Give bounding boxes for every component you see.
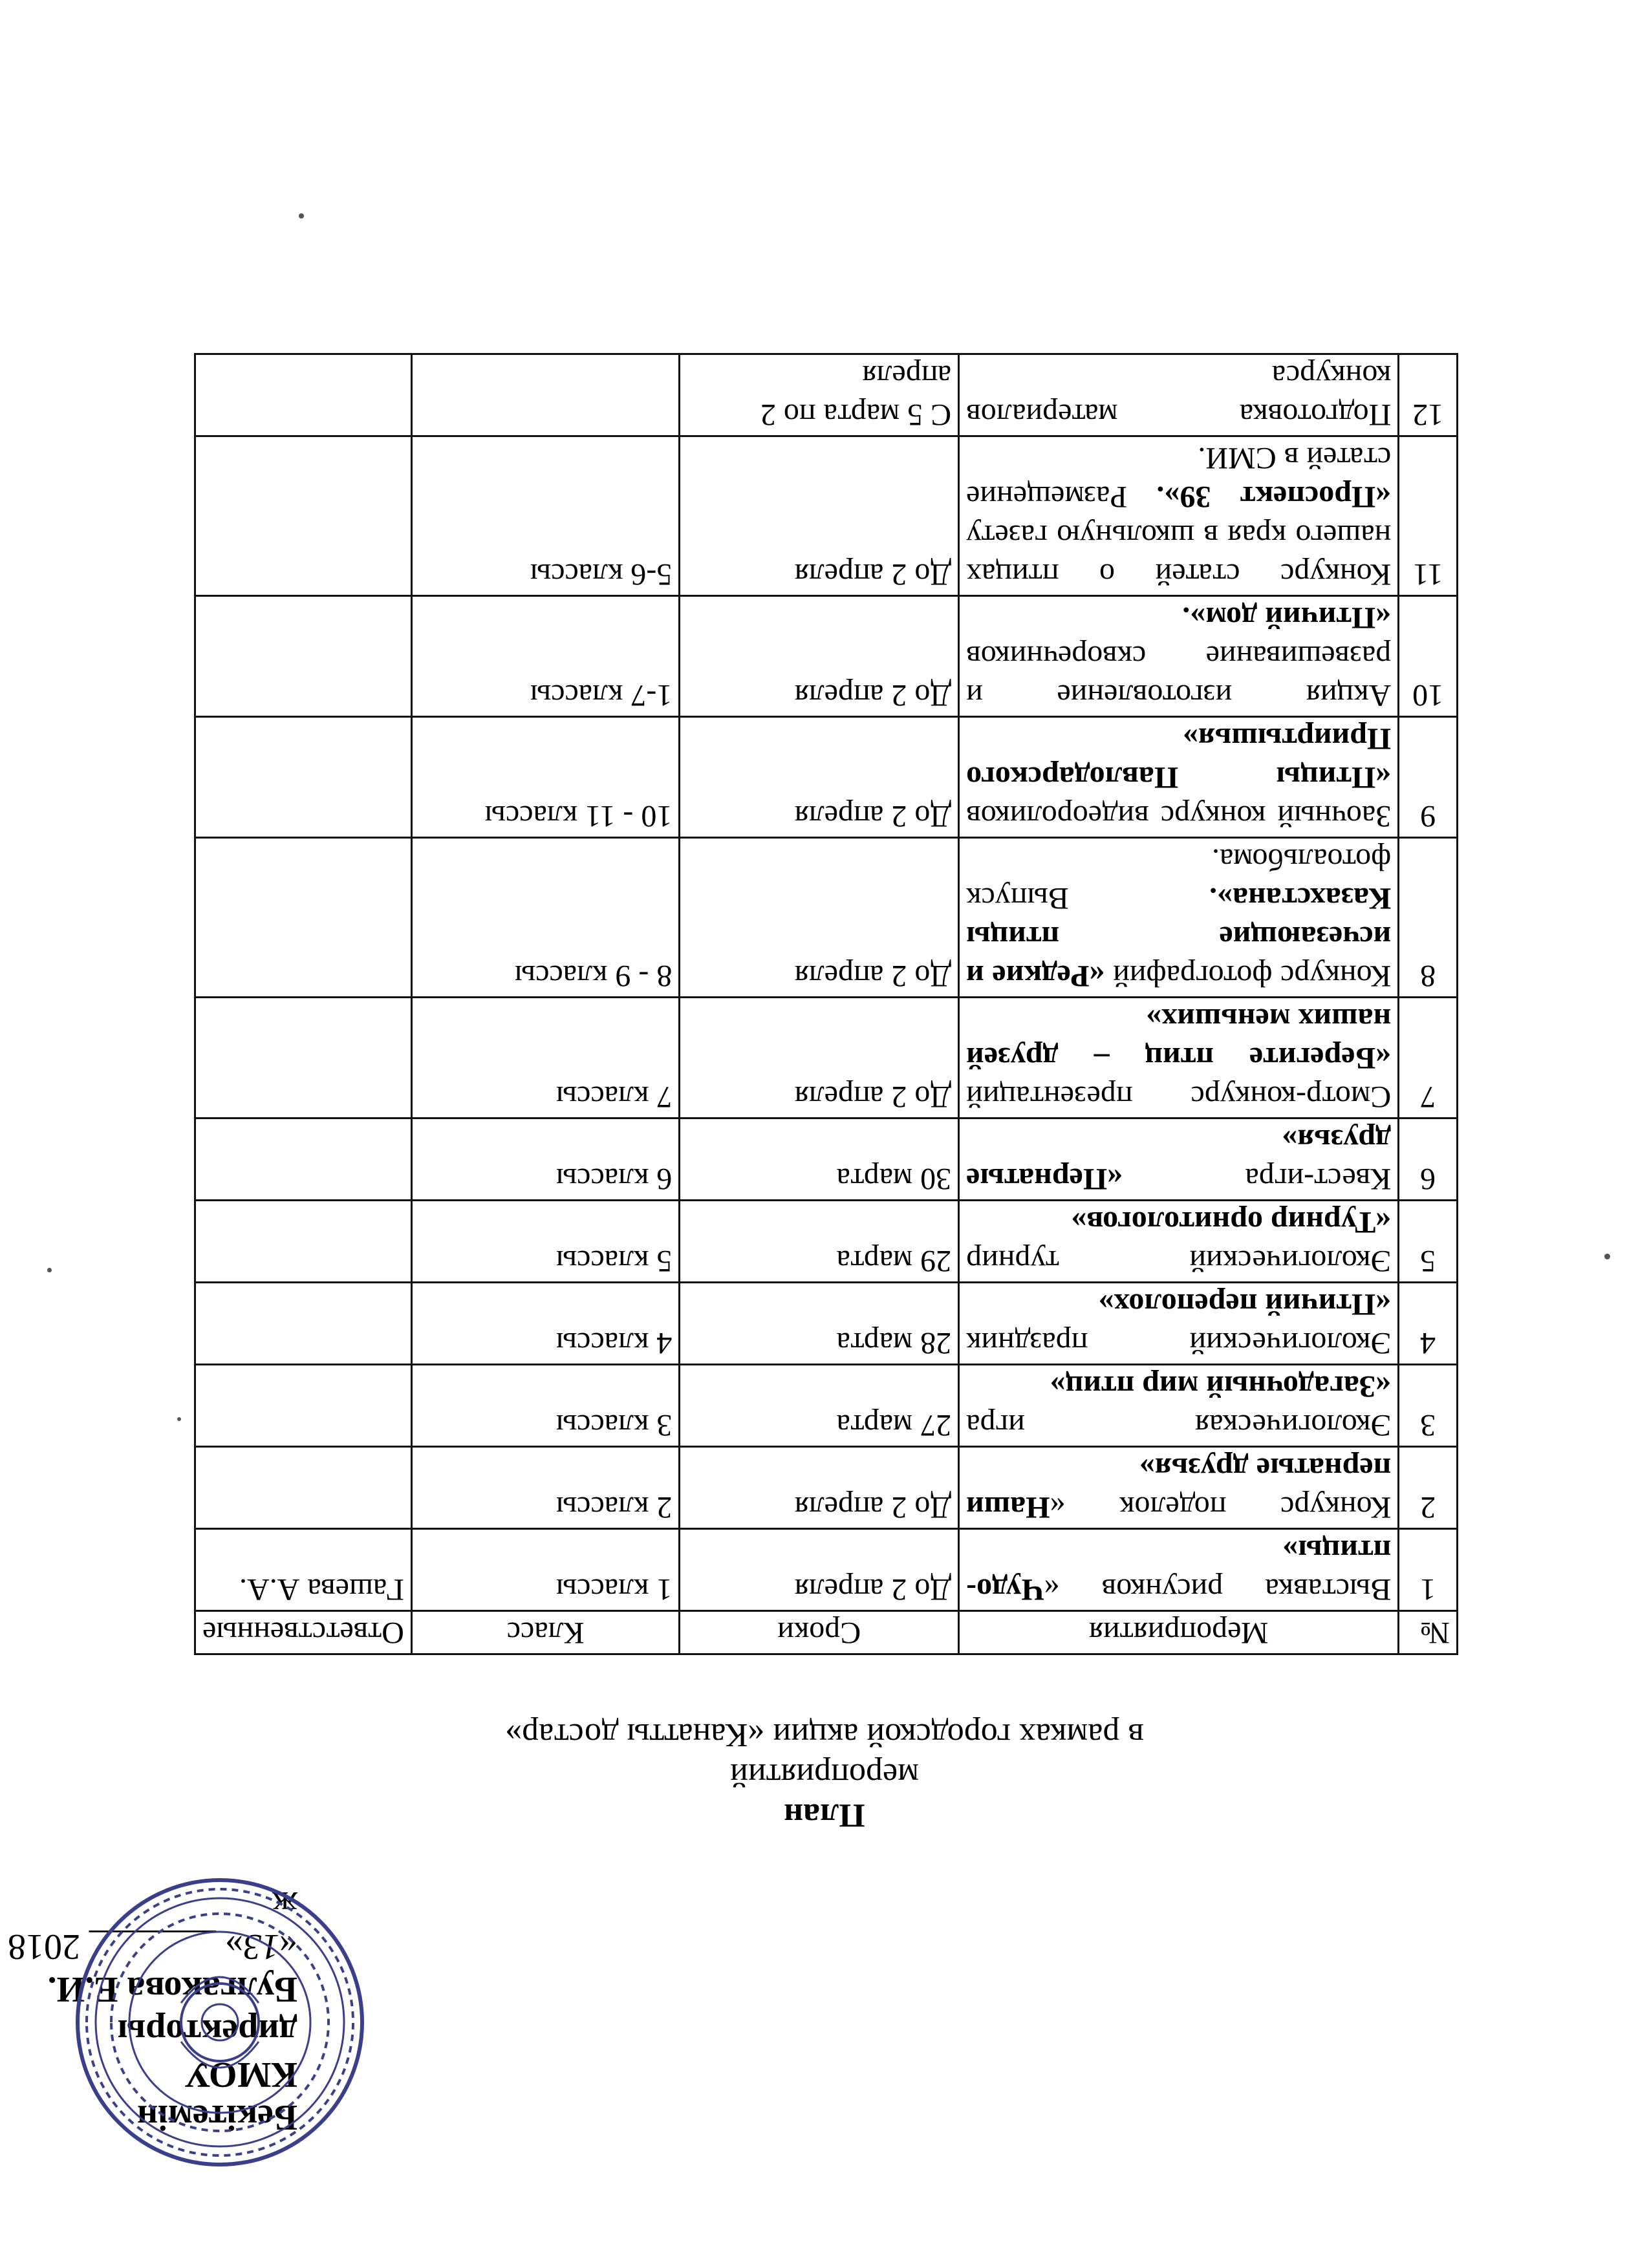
responsible-cell <box>195 717 412 838</box>
row-number <box>1399 838 1458 998</box>
term-cell <box>680 1447 959 1529</box>
class-cell <box>411 436 679 596</box>
header-responsible: Ответственные <box>195 1611 412 1654</box>
event-title: «Редкие и исчезающие птицы Казахстана». <box>966 881 1392 993</box>
event-name: Квест-игра <box>1123 1162 1392 1196</box>
class-cell <box>411 1283 679 1365</box>
header-class: Класс <box>411 1611 679 1654</box>
responsible-cell <box>195 436 412 596</box>
event-title: «Загадочный мир птиц» <box>1050 1369 1392 1404</box>
term-cell <box>680 717 959 838</box>
table-row <box>195 1118 1458 1201</box>
table-row <box>195 1529 1458 1611</box>
event-cell <box>959 998 1399 1118</box>
approval-position: КМОУ директоры <box>117 2012 297 2095</box>
header-number: № <box>1399 1611 1458 1654</box>
class-cell <box>411 1201 679 1283</box>
event-cell <box>959 717 1399 838</box>
row-number-text: 7 <box>1420 1080 1436 1114</box>
event-name: Смотр-конкурс презентаций <box>966 1080 1392 1114</box>
event-title: «Птичий дом». <box>1182 601 1392 635</box>
row-number-text: 1 <box>1420 1572 1436 1607</box>
term-text: До 2 апреля <box>794 959 952 993</box>
table-row <box>195 1447 1458 1529</box>
event-cell <box>959 1118 1399 1201</box>
event-title: Чудо-птицы» <box>966 1534 1392 1607</box>
row-number-text: 11 <box>1413 557 1443 592</box>
event-cell <box>959 596 1399 717</box>
event-title: «Птицы Павлодарского Прииртышья» <box>966 722 1392 795</box>
responsible-cell <box>195 1118 412 1201</box>
event-name: Выставка рисунков « <box>1044 1572 1392 1607</box>
class-text: 1-7 классы <box>530 678 673 712</box>
responsible-cell <box>195 838 412 998</box>
row-number <box>1399 1365 1458 1447</box>
term-cell <box>680 998 959 1118</box>
class-text: 2 классы <box>555 1490 673 1524</box>
term-cell <box>680 1118 959 1201</box>
row-number <box>1399 1201 1458 1283</box>
term-cell <box>680 1365 959 1447</box>
title-plan: План <box>784 1797 865 1834</box>
class-text: 5-6 классы <box>530 557 673 592</box>
class-cell <box>411 998 679 1118</box>
class-cell <box>411 1447 679 1529</box>
term-cell <box>680 1529 959 1611</box>
class-text: 7 классы <box>555 1080 673 1114</box>
date-open-quote: « <box>279 1927 297 1967</box>
scan-speck <box>299 213 304 219</box>
class-text: 10 - 11 классы <box>484 799 673 833</box>
event-cell <box>959 436 1399 596</box>
event-title: «Проспект 39». <box>1156 480 1392 514</box>
term-text: 30 марта <box>836 1162 952 1196</box>
event-name: Акция изготовление и развешивание скворечников <box>966 639 1392 712</box>
scan-speck <box>177 1417 181 1421</box>
table-row <box>195 436 1458 596</box>
row-number-text: 6 <box>1420 1162 1436 1196</box>
events-plan-table <box>194 353 1458 1655</box>
title-action: в рамках городской акции «Канатты достар» <box>505 1717 1144 1753</box>
event-name: Экологический праздник <box>966 1326 1392 1360</box>
approval-heading: Бекітемін <box>136 2097 297 2137</box>
responsible-cell <box>195 1283 412 1365</box>
event-title: «Пернатые друзья» <box>966 1123 1392 1196</box>
term-text: До 2 апреля <box>794 1572 952 1607</box>
class-cell <box>411 1118 679 1201</box>
table-header-row <box>195 1611 1458 1654</box>
class-text: 8 - 9 классы <box>514 959 673 993</box>
class-cell <box>411 354 679 436</box>
row-number <box>1399 1283 1458 1365</box>
event-note: Выпуск фотоальбома. <box>966 842 1392 915</box>
class-cell <box>411 717 679 838</box>
term-text: До 2 апреля <box>794 799 952 833</box>
term-text: До 2 апреля <box>794 678 952 712</box>
event-name: Экологический турнир <box>966 1244 1392 1278</box>
term-text: До 2 апреля <box>794 557 952 592</box>
table-row <box>195 1283 1458 1365</box>
row-number <box>1399 354 1458 436</box>
table-body <box>195 354 1458 1611</box>
document-title <box>0 1715 1649 1835</box>
scan-speck <box>1604 1254 1610 1259</box>
row-number-text: 2 <box>1420 1490 1436 1524</box>
term-text: 27 марта <box>836 1408 952 1442</box>
row-number <box>1399 1118 1458 1201</box>
event-name: Подготовка материалов конкурса <box>966 359 1392 432</box>
term-text: С 5 марта по 2 апреля <box>760 359 952 432</box>
event-cell <box>959 1529 1399 1611</box>
class-text: 4 классы <box>555 1326 673 1360</box>
responsible-cell <box>195 1529 412 1611</box>
row-number <box>1399 717 1458 838</box>
event-cell <box>959 1283 1399 1365</box>
term-text: 28 марта <box>836 1326 952 1360</box>
event-title: «Турнир орнитологов» <box>1071 1205 1392 1239</box>
date-day: 13 <box>243 1927 279 1967</box>
responsible-cell <box>195 1365 412 1447</box>
table-row <box>195 596 1458 717</box>
responsible-cell <box>195 1447 412 1529</box>
event-name: Конкурс статей о птицах нашего края в школьную газету <box>966 519 1392 592</box>
event-name: Заочный конкурс видеороликов <box>966 799 1392 833</box>
responsible-cell <box>195 354 412 436</box>
class-cell <box>411 1529 679 1611</box>
approval-person: Булгакова Е.И. <box>47 1969 297 2009</box>
responsible-text: Гашева А.А. <box>239 1572 404 1607</box>
row-number <box>1399 1447 1458 1529</box>
table-row <box>195 838 1458 998</box>
header-terms: Сроки <box>680 1611 959 1654</box>
event-cell <box>959 1365 1399 1447</box>
round-seal-stamp-icon <box>71 1874 369 2171</box>
class-cell <box>411 838 679 998</box>
title-events: мероприятий <box>730 1757 919 1793</box>
event-title: «Птичий переполох» <box>1098 1287 1392 1321</box>
header-events: Мероприятия <box>959 1611 1399 1654</box>
term-cell <box>680 596 959 717</box>
row-number-text: 4 <box>1420 1326 1436 1360</box>
event-cell <box>959 1201 1399 1283</box>
term-text: До 2 апреля <box>794 1080 952 1114</box>
row-number-text: 12 <box>1412 398 1444 432</box>
class-text: 5 классы <box>555 1244 673 1278</box>
term-cell <box>680 838 959 998</box>
date-year: 2018 ж <box>8 1884 297 1967</box>
row-number <box>1399 1529 1458 1611</box>
table-row <box>195 1201 1458 1283</box>
event-title: Наши пернатые друзья» <box>966 1451 1392 1524</box>
event-name: Конкурс поделок « <box>1050 1490 1392 1524</box>
event-name: Конкурс фотографий <box>1105 959 1392 993</box>
row-number <box>1399 596 1458 717</box>
date-middle: » _______ <box>80 1927 243 1967</box>
table-row <box>195 354 1458 436</box>
term-cell <box>680 354 959 436</box>
term-cell <box>680 1283 959 1365</box>
event-note: Размещение статей в СМИ. <box>966 441 1392 514</box>
class-text: 6 классы <box>555 1162 673 1196</box>
event-cell <box>959 1447 1399 1529</box>
responsible-cell <box>195 998 412 1118</box>
table-row <box>195 1365 1458 1447</box>
scan-speck <box>47 1268 52 1272</box>
responsible-cell <box>195 1201 412 1283</box>
term-text: 29 марта <box>836 1244 952 1278</box>
class-cell <box>411 596 679 717</box>
row-number-text: 10 <box>1412 678 1444 712</box>
term-text: До 2 апреля <box>794 1490 952 1524</box>
row-number-text: 9 <box>1420 799 1436 833</box>
event-cell <box>959 354 1399 436</box>
row-number <box>1399 998 1458 1118</box>
class-text: 3 классы <box>555 1408 673 1442</box>
term-cell <box>680 436 959 596</box>
row-number-text: 8 <box>1420 959 1436 993</box>
class-cell <box>411 1365 679 1447</box>
table-row <box>195 998 1458 1118</box>
responsible-cell <box>195 596 412 717</box>
row-number-text: 5 <box>1420 1244 1436 1278</box>
event-cell <box>959 838 1399 998</box>
event-name: Экологическая игра <box>966 1408 1392 1442</box>
table-row <box>195 717 1458 838</box>
class-text: 1 классы <box>555 1572 673 1607</box>
row-number-text: 3 <box>1420 1408 1436 1442</box>
event-title: «Берегите птиц – друзей наших меньших» <box>966 1002 1392 1075</box>
term-cell <box>680 1201 959 1283</box>
row-number <box>1399 436 1458 596</box>
